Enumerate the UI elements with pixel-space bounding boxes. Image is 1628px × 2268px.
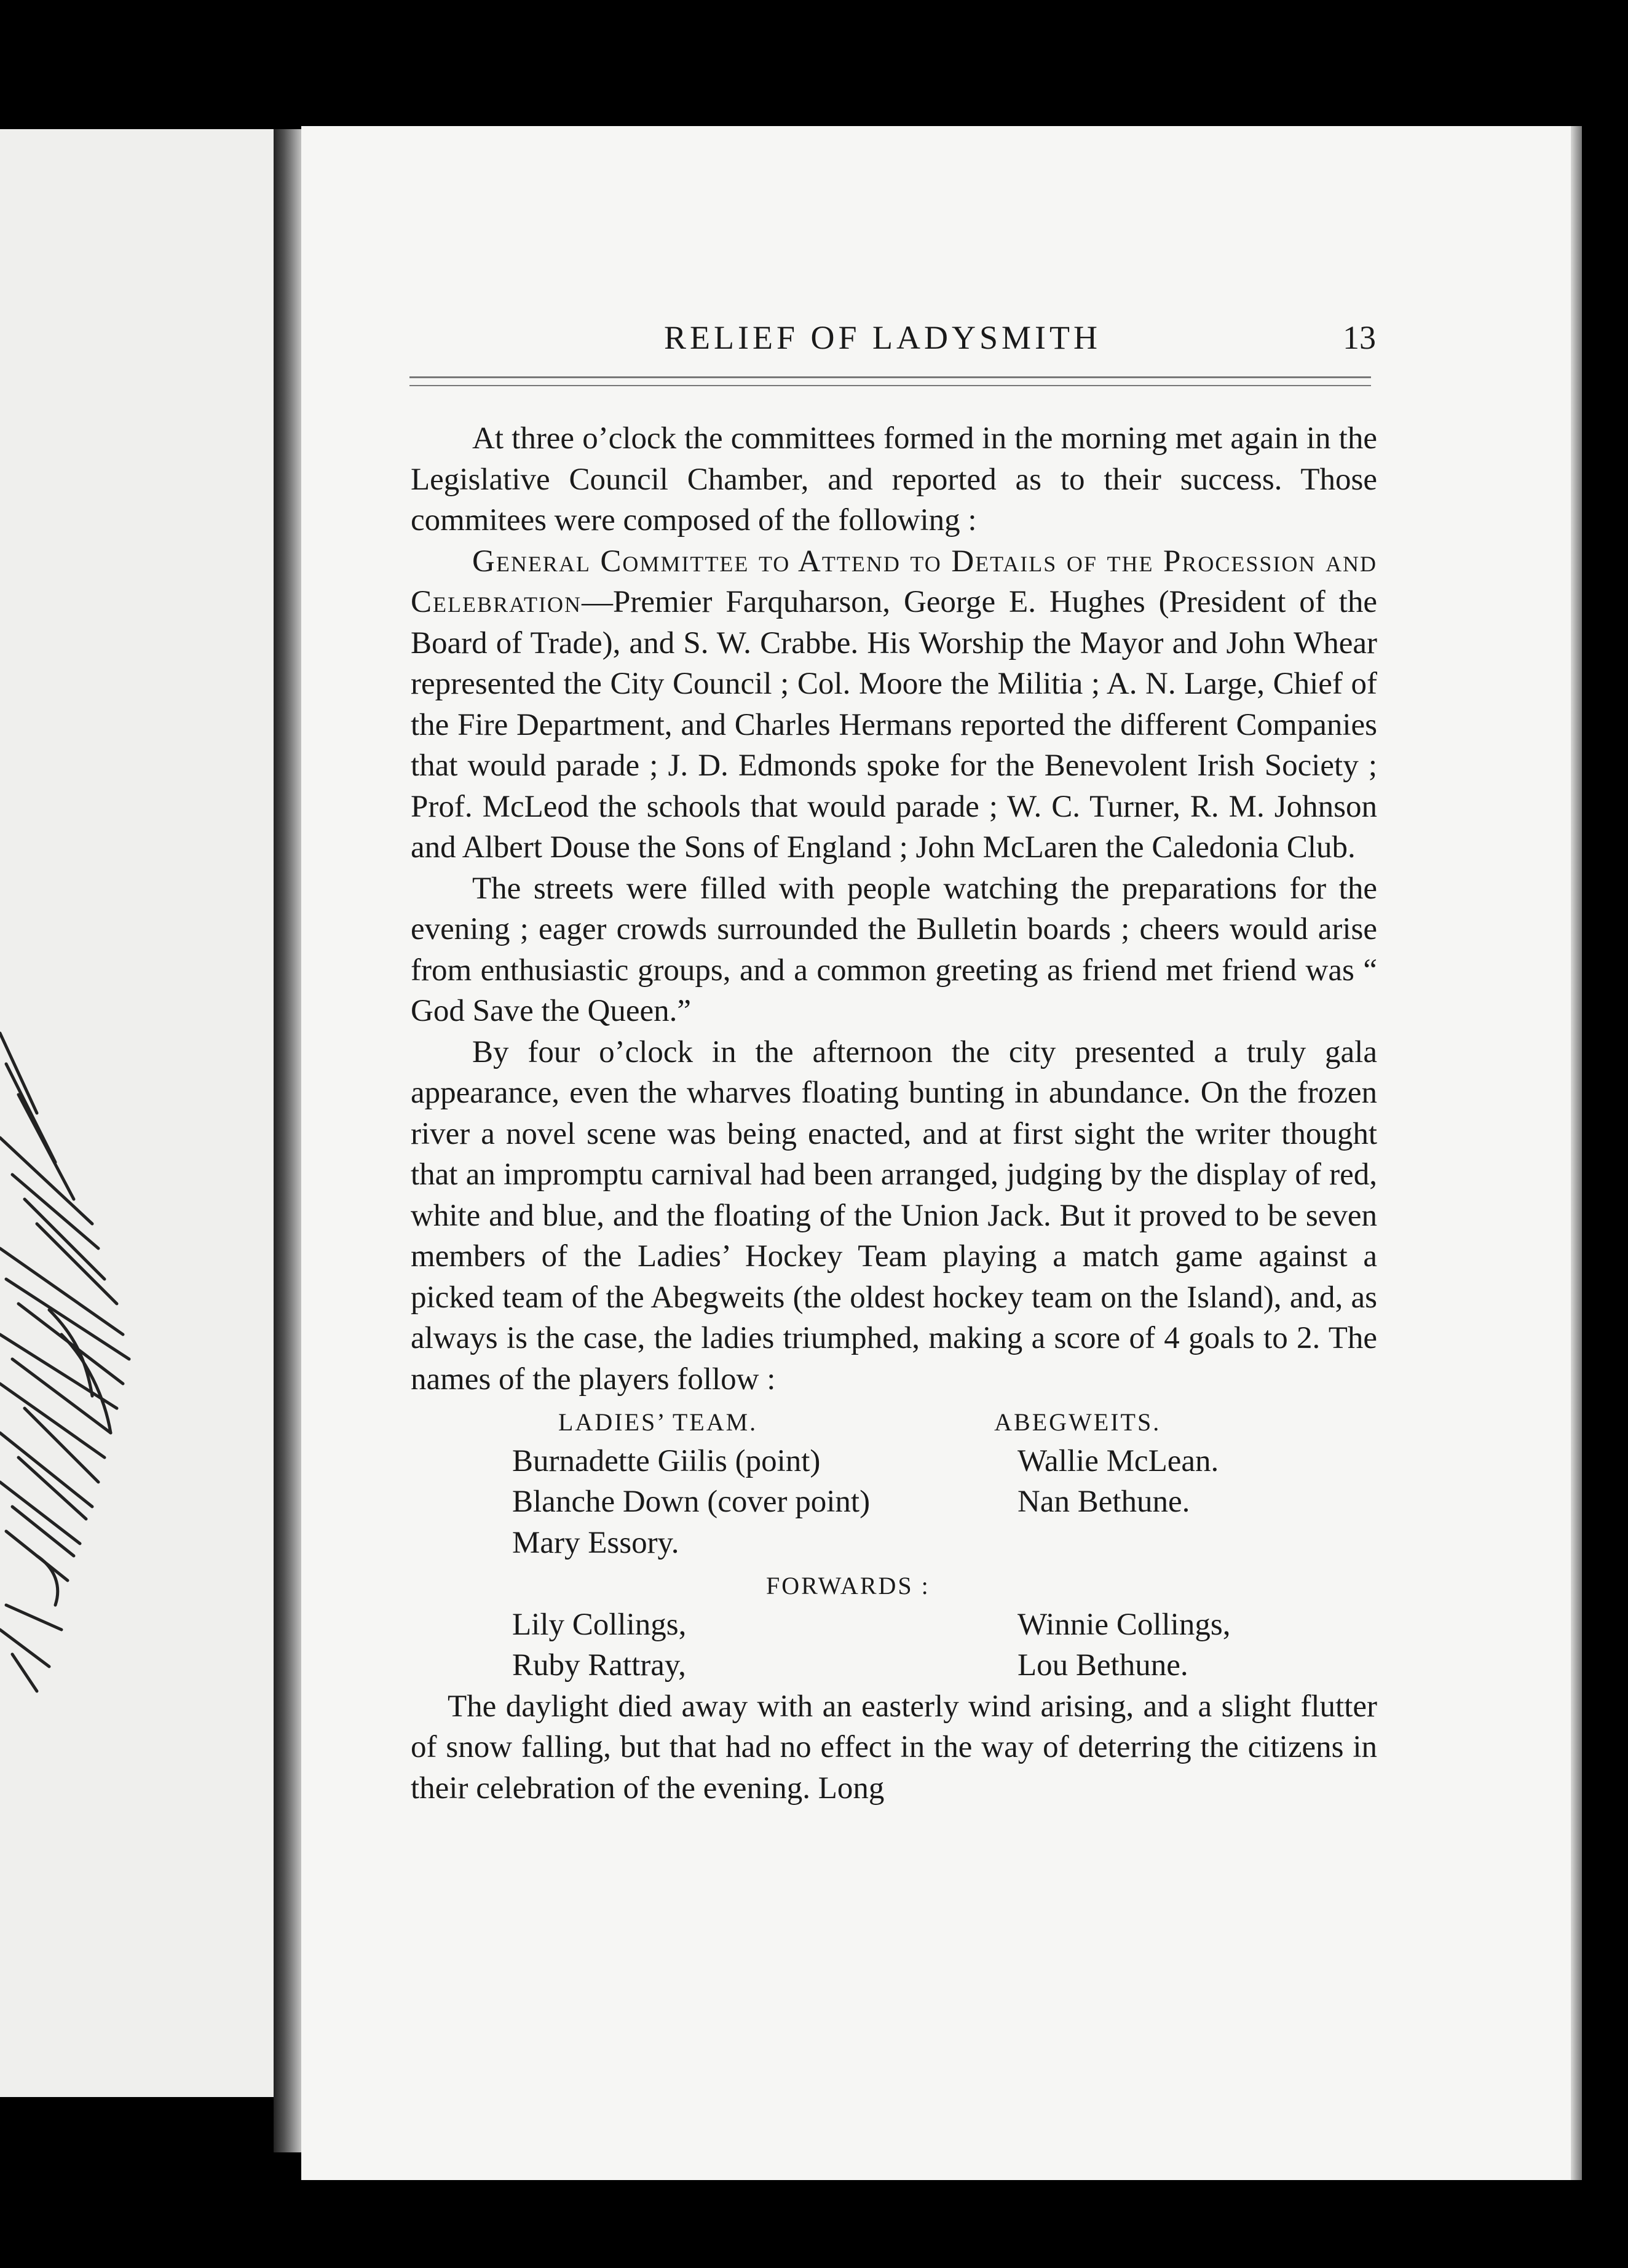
ladies-team-header: LADIES’ TEAM.: [558, 1408, 758, 1436]
abegweits-forward: Winnie Collings,: [1018, 1607, 1231, 1642]
roster-row: [512, 1645, 1377, 1686]
abegweits-forward: Lou Bethune.: [1018, 1648, 1188, 1683]
ladies-forward: Ruby Rattray,: [512, 1648, 686, 1683]
ladies-forward: Lily Collings,: [512, 1607, 687, 1642]
paragraph: The daylight died away with an easterly wind arising, and a slight flutter of snow falling, but that had no effect in the way of deterring the citizens in their celebration of the evening. Long: [411, 1689, 1377, 1806]
abegweits-player: Wallie McLean.: [1018, 1443, 1219, 1478]
paragraph: At three o’clock the committees formed in the morning met again in the Legislative Council Chamber, and reported as to their success. Those commitees were composed of the following :: [411, 421, 1377, 537]
roster-row: [512, 1481, 1377, 1523]
facing-page-sketch: [0, 1015, 271, 1753]
hockey-roster: [411, 1400, 1377, 1686]
ladies-player: Mary Essory.: [512, 1525, 679, 1560]
forward-rows: [512, 1604, 1377, 1686]
abegweits-player: Nan Bethune.: [1018, 1485, 1190, 1519]
running-head: RELIEF OF LADYSMITH: [664, 319, 1102, 356]
roster-row: [512, 1523, 1377, 1564]
header-rule-lower: [409, 385, 1371, 386]
paragraph: By four o’clock in the afternoon the city presented a truly gala appearance, even the wharves floating bunting in abundance. On the frozen river a novel scene was being enacted, and at first sight the writer thought that an impromptu carnival had been arranged, judging by the display of red, white and blue, and the floating of the Union Jack. But it proved to be seven members of the Ladies’ Hockey Team playing a match game against a picked team of the Abegweits (the oldest hockey team on the Island), and, as always is the case, the ladies triumphed, making a score of 4 goals to 2. The names of the players follow :: [411, 1034, 1377, 1397]
book-spine: [274, 129, 304, 2152]
committee-paragraph: [411, 541, 1377, 868]
roster-header: [411, 1400, 1377, 1441]
page-edge: [1571, 126, 1582, 2180]
roster-rows: [512, 1441, 1377, 1564]
ladies-player: Burnadette Giilis (point): [512, 1443, 821, 1478]
abegweits-header: ABEGWEITS.: [994, 1408, 1161, 1436]
page-body: [411, 418, 1377, 1809]
forwards-label: FORWARDS :: [766, 1572, 930, 1600]
header-rule: [409, 376, 1371, 378]
ladies-player: Blanche Down (cover point): [512, 1485, 871, 1519]
roster-row: [512, 1604, 1377, 1646]
committee-text: —Premier Farquharson, George E. Hughes (President of the Board of Trade), and S. W. Crabbe. His Worship the Mayor and John Whear represented the City Council ; Col. Moore the Militia ; A. N. Large, Chief of the Fire Department, and Charles Hermans reported the different Companies that would parade ; J. D. Edmonds spoke for the Benevolent Irish Society ; Prof. McLeod the schools that would parade ; W. C. Turner, R. M. Johnson and Albert Douse the Sons of England ; John McLaren the Caledonia Club.: [411, 585, 1377, 865]
page-number: 13: [1343, 319, 1376, 356]
committee-heading: General Committee to Attend to Details of the Procession and Celebration: [411, 544, 1377, 619]
paragraph: The streets were filled with people watching the preparations for the evening ; eager crowds surrounded the Bulletin boards ; cheers would arise from enthusiastic groups, and a common greeting as friend met friend was “ God Save the Queen.”: [411, 871, 1377, 1028]
roster-row: [512, 1441, 1377, 1482]
